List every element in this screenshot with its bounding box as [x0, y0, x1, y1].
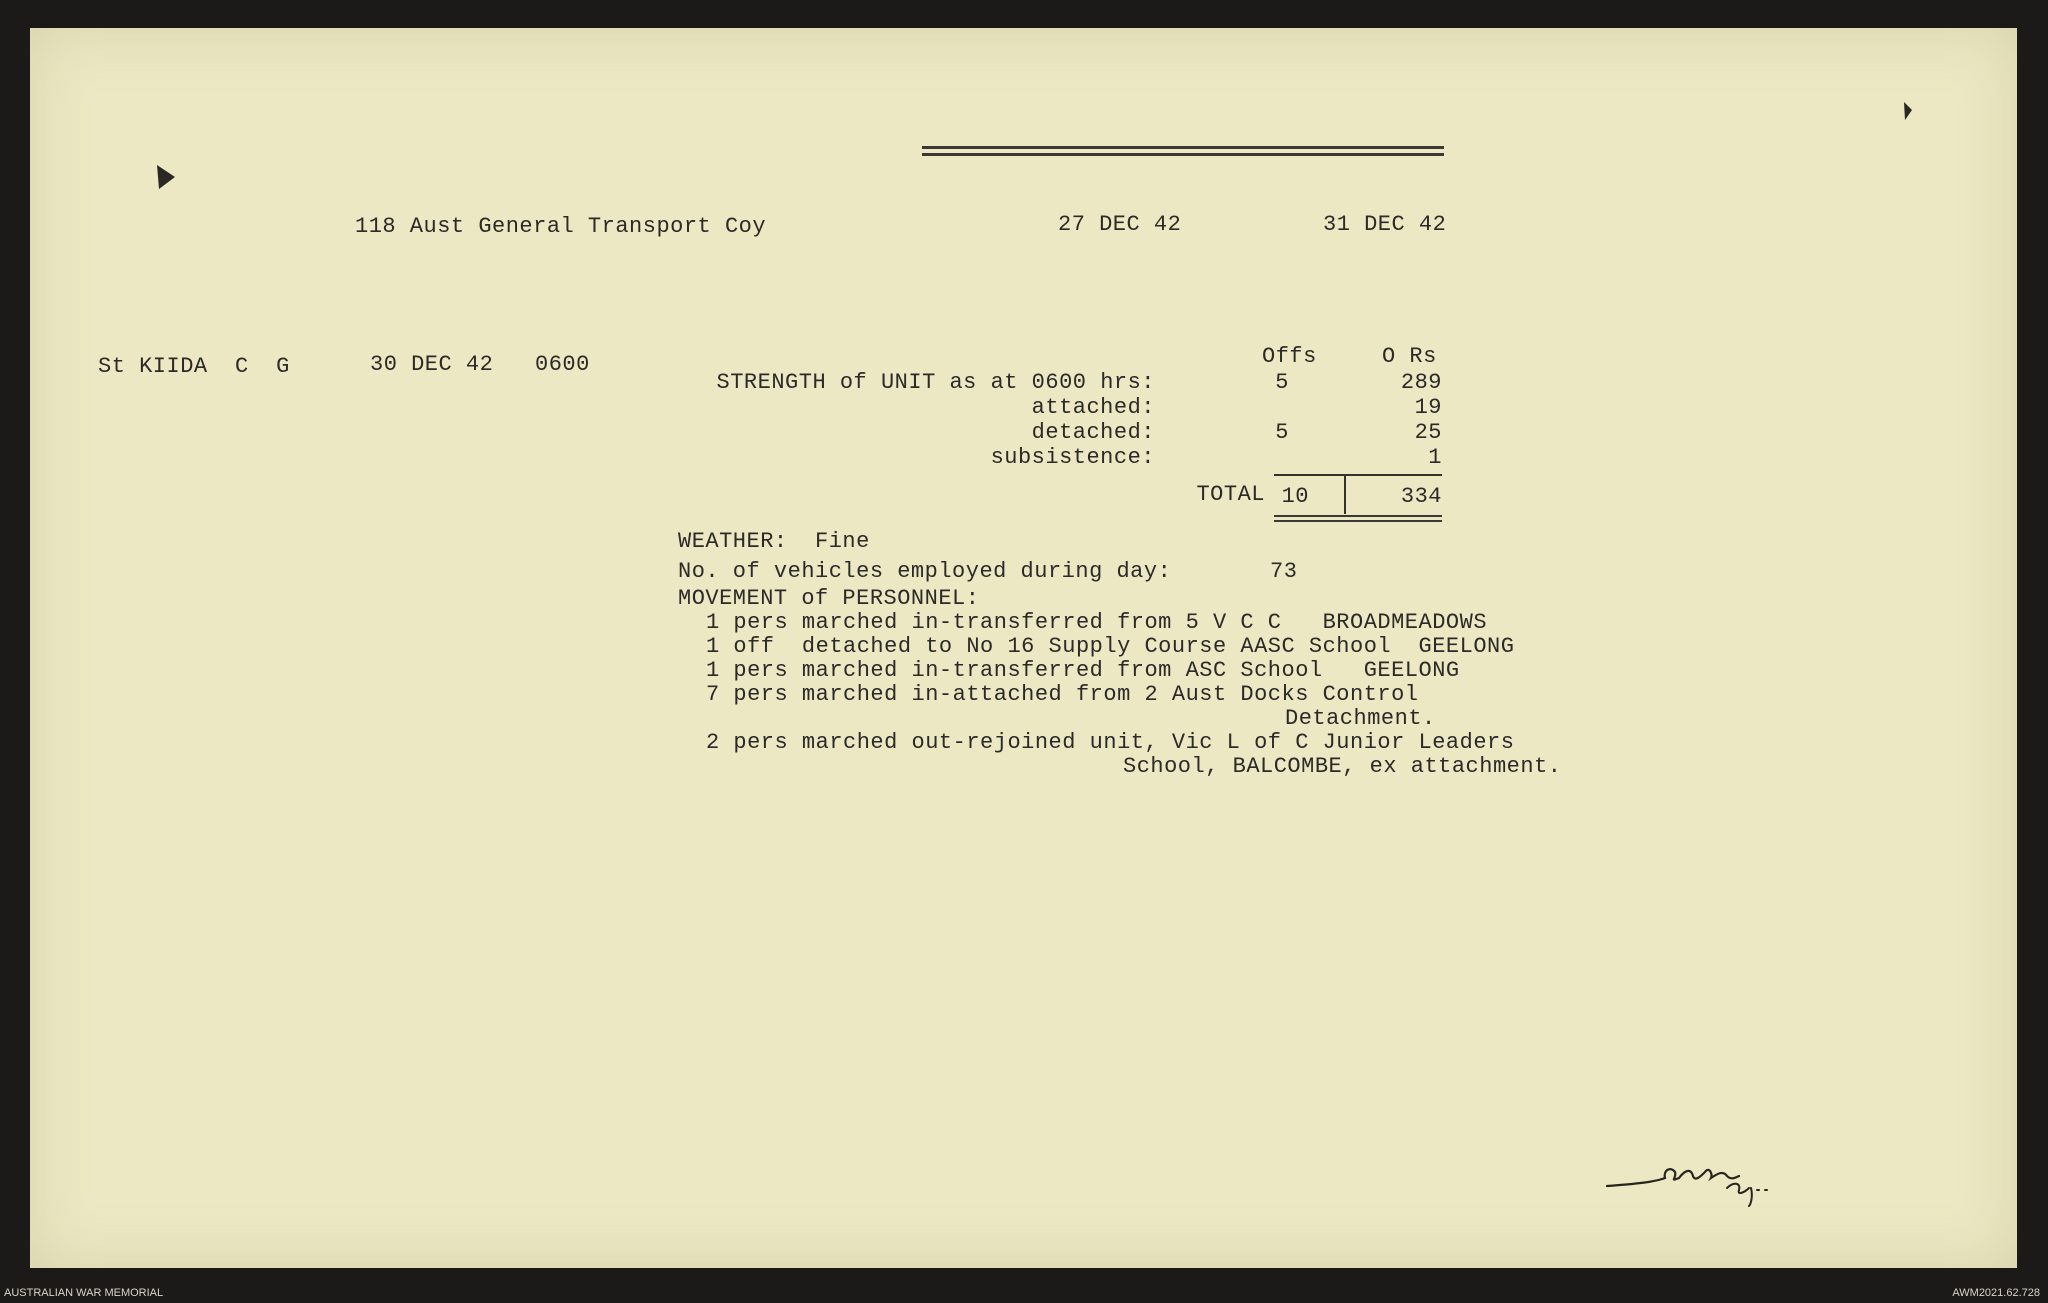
movement-heading: MOVEMENT of PERSONNEL: [678, 586, 980, 611]
attached-label: attached: [1031, 395, 1155, 420]
entry-time: 0600 [535, 352, 590, 377]
strength-ors: 289 [1400, 370, 1442, 395]
signature [1605, 1148, 1775, 1208]
movement-line: Detachment. [1285, 706, 1436, 731]
strength-label: STRENGTH of UNIT as at 0600 hrs: [716, 370, 1155, 395]
entry-place: St KIIDA C G [98, 354, 290, 379]
total-rule-bottom [1274, 515, 1442, 522]
col-header-offs: Offs [1262, 344, 1317, 369]
total-divider [1344, 476, 1346, 514]
vehicles-value: 73 [1270, 559, 1298, 584]
vehicles-label: No. of vehicles employed during day: [678, 559, 1172, 584]
movement-line: School, BALCOMBE, ex attachment. [1123, 754, 1562, 779]
movement-line: 1 pers marched in-transferred from 5 V C C BROADMEADOWS [706, 610, 1488, 635]
detached-label: detached: [1031, 420, 1155, 445]
movement-line: 1 pers marched in-transferred from ASC School GEELONG [706, 658, 1460, 683]
total-rule-top [1274, 474, 1442, 476]
movement-line: 2 pers marched out-rejoined unit, Vic L of C Junior Leaders [706, 730, 1515, 755]
total-offs: 10 [1281, 484, 1309, 509]
subsistence-ors: 1 [1428, 445, 1442, 470]
subsistence-label: subsistence: [990, 445, 1155, 470]
movement-line: 1 off detached to No 16 Supply Course AASC School GEELONG [706, 634, 1515, 659]
detached-ors: 25 [1414, 420, 1442, 445]
detached-offs: 5 [1275, 420, 1289, 445]
header-rule [922, 146, 1444, 156]
attached-ors: 19 [1414, 395, 1442, 420]
footer-right: AWM2021.62.728 [1952, 1287, 2040, 1299]
total-label: TOTAL [1196, 482, 1265, 507]
movement-line: 7 pers marched in-attached from 2 Aust Docks Control [706, 682, 1419, 707]
col-header-ors: O Rs [1382, 344, 1437, 369]
date-from: 27 DEC 42 [1058, 212, 1182, 237]
strength-offs: 5 [1275, 370, 1289, 395]
entry-date: 30 DEC 42 [370, 352, 494, 377]
total-ors: 334 [1400, 484, 1442, 509]
document-page [30, 28, 2017, 1268]
unit-name: 118 Aust General Transport Coy [355, 214, 767, 239]
footer-left: AUSTRALIAN WAR MEMORIAL [4, 1287, 164, 1299]
punch-mark-left [155, 163, 179, 193]
punch-mark-right [1900, 100, 1916, 124]
date-to: 31 DEC 42 [1323, 212, 1447, 237]
weather: WEATHER: Fine [678, 529, 870, 554]
